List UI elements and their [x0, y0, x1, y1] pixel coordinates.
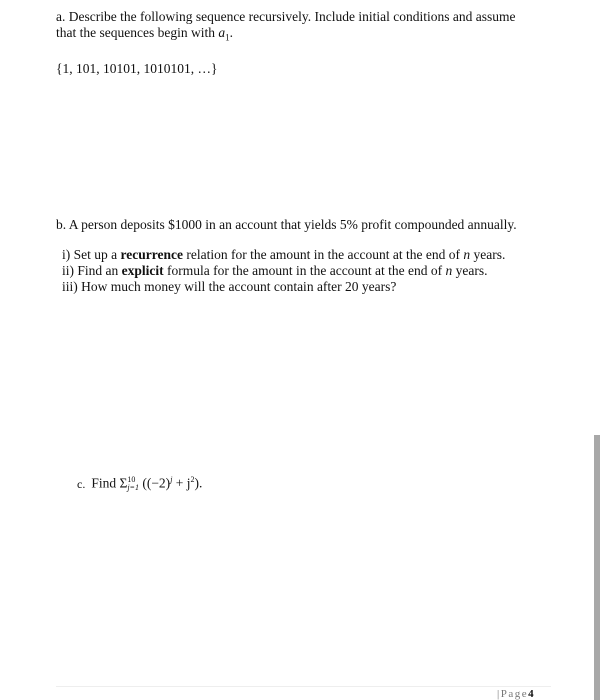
question-b-ii: [62, 263, 488, 279]
find: Find: [91, 475, 120, 491]
page-number: [497, 688, 535, 700]
question-a-line1: a. Describe the following sequence recursively. Include initial conditions and assume: [56, 9, 516, 24]
t: formula for the amount in the account at the end of: [163, 263, 446, 278]
lower: j=1: [127, 483, 139, 493]
t: years.: [452, 263, 488, 278]
t: explicit: [121, 263, 164, 278]
sequence: {1, 101, 10101, 1010101, …}: [56, 61, 218, 76]
t: i) Set up a: [62, 247, 121, 262]
upper: 10: [127, 475, 136, 485]
t: ii) Find an: [62, 263, 122, 278]
question-c: [77, 472, 202, 492]
question-b-i: [62, 247, 505, 263]
t: years.: [470, 247, 506, 262]
sub: 1: [225, 32, 230, 43]
c-label: c.: [77, 476, 86, 491]
t: + j: [172, 475, 191, 491]
var: a: [218, 25, 226, 40]
question-b-iii: iii) How much money will the account contain after 20 years?: [62, 279, 397, 294]
page-label: |Page: [497, 688, 529, 700]
t: j: [170, 475, 173, 484]
t: 2: [190, 475, 195, 484]
question-b-intro: b. A person deposits $1000 in an account that yields 5% profit compounded annually.: [56, 217, 517, 232]
page-num: 4: [528, 688, 536, 700]
sigma: Σ: [119, 475, 128, 491]
t: ((−2): [138, 475, 171, 491]
scrollbar[interactable]: [594, 435, 600, 700]
t: ).: [194, 475, 203, 491]
t: n: [463, 247, 471, 262]
t: recurrence: [120, 247, 183, 262]
t: n: [445, 263, 453, 278]
footer-rule: [56, 686, 551, 687]
text: that the sequences begin with: [56, 25, 219, 40]
text: .: [229, 25, 233, 40]
t: relation for the amount in the account at the end of: [182, 247, 464, 262]
question-a-line2: [56, 25, 233, 46]
